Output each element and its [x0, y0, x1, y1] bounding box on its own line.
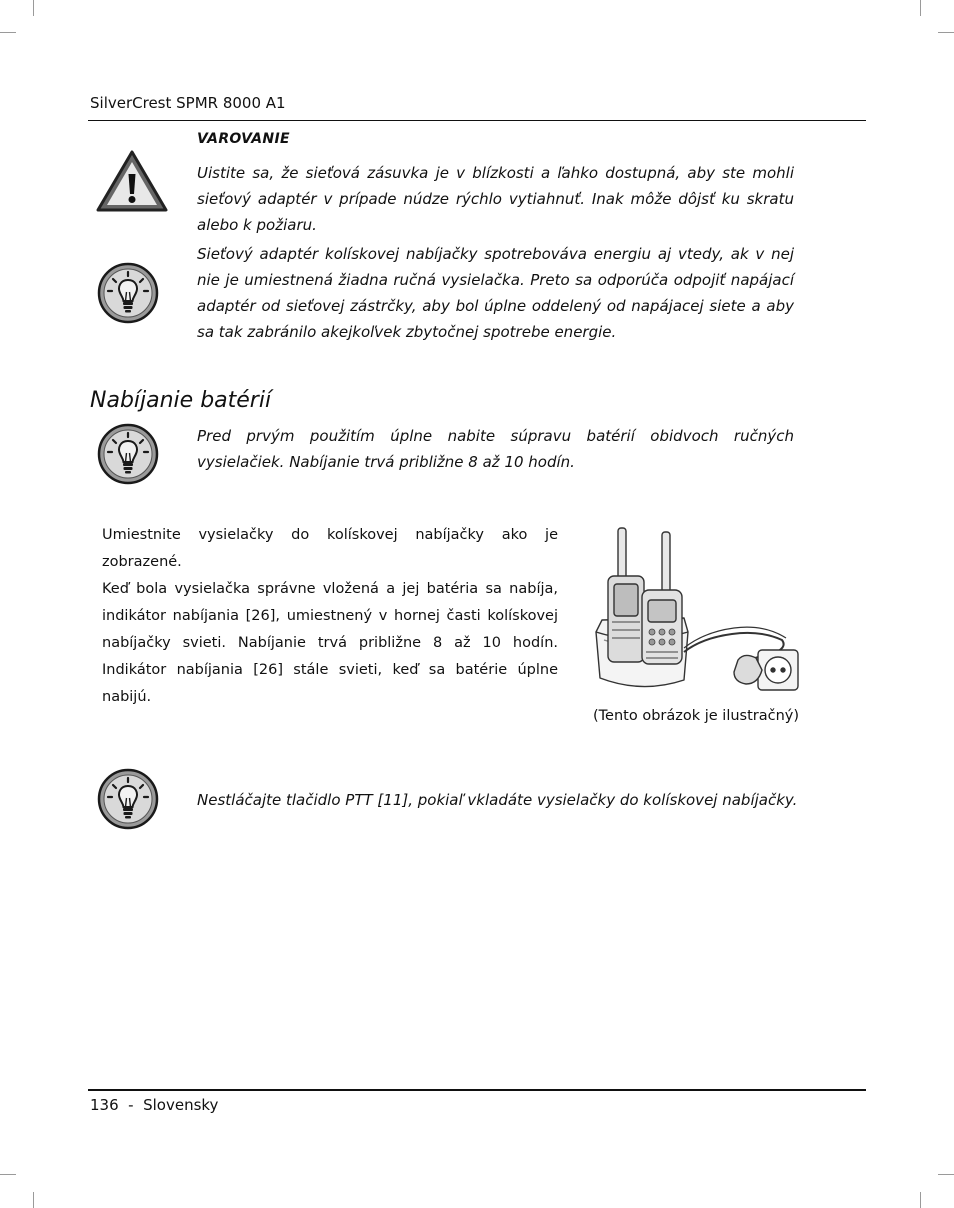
page-header-title: SilverCrest SPMR 8000 A1	[90, 94, 286, 112]
tip-text-standby-power: Sieťový adaptér kolískovej nabíjačky spotrebováva energiu aj vtedy, ak v nej nie je umiestnená žiadna ručná vysielačka. Preto sa odporúča odpojiť napájací adaptér od sieťovej zástrčky, aby bol úplne oddelený od napájacej siete a aby sa tak zabránilo akejkoľvek zbytočnej spotrebe energie.	[197, 245, 794, 341]
crop-mark	[0, 1174, 16, 1175]
warning-title: VAROVANIE	[197, 131, 290, 147]
footer-rule	[88, 1089, 866, 1091]
body-paragraph-placement: Umiestnite vysielačky do kolískovej nabíjačky ako je zobrazené.	[102, 527, 558, 570]
header-rule	[88, 120, 866, 121]
crop-mark	[33, 1192, 34, 1208]
charging-cradle-illustration	[592, 520, 804, 700]
lightbulb-tip-icon	[97, 423, 159, 489]
crop-mark	[938, 32, 954, 33]
crop-mark	[33, 0, 34, 16]
warning-text: Uistite sa, že sieťová zásuvka je v blízkosti a ľahko dostupná, aby ste mohli sieťový adaptér v prípade núdze rýchlo vytiahnuť. Inak môže dôjsť ku skratu alebo k požiaru.	[197, 164, 794, 234]
crop-mark	[938, 1174, 954, 1175]
lightbulb-tip-icon	[97, 768, 159, 834]
tip-text-ptt: Nestláčajte tlačidlo PTT [11], pokiaľ vkladáte vysielačky do kolískovej nabíjačky.	[197, 791, 798, 809]
crop-mark	[0, 32, 16, 33]
section-title: Nabíjanie batérií	[90, 388, 272, 413]
lightbulb-tip-icon	[97, 262, 159, 328]
crop-mark	[920, 0, 921, 16]
warning-triangle-icon	[96, 148, 168, 218]
crop-mark	[920, 1192, 921, 1208]
figure-caption: (Tento obrázok je ilustračný)	[593, 708, 800, 724]
tip-text-first-charge: Pred prvým použitím úplne nabite súpravu batérií obidvoch ručných vysielačiek. Nabíjanie trvá približne 8 až 10 hodín.	[197, 427, 794, 471]
body-paragraph-charging: Keď bola vysielačka správne vložená a jej batéria sa nabíja, indikátor nabíjania [26], umiestnený v hornej časti kolískovej nabíjačky svieti. Nabíjanie trvá približne 8 až 10 hodín. Indikátor nabíjania [26] stále svieti, keď sa batérie úplne nabijú.	[102, 581, 558, 705]
page-footer: 136 - Slovensky	[90, 1096, 219, 1114]
